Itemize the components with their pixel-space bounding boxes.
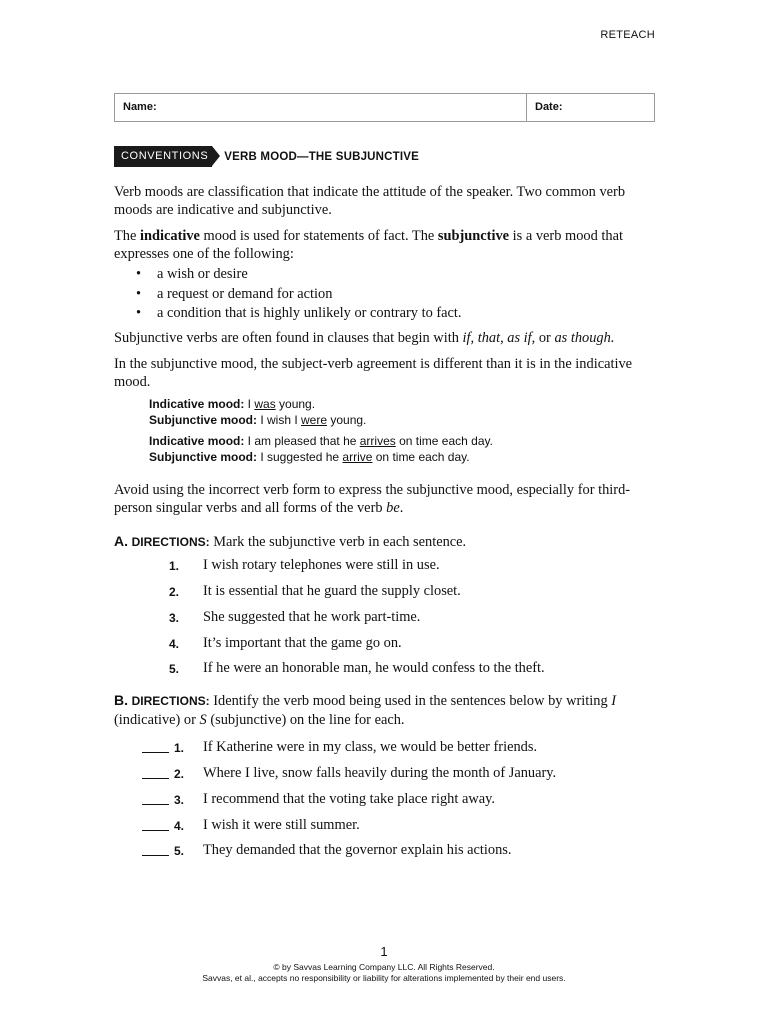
item-number: 2. — [169, 585, 180, 599]
name-label: Name: — [123, 101, 157, 113]
example-text: I wish I — [257, 412, 302, 427]
p3-italic-d: as though. — [554, 330, 615, 346]
example-block-2 — [149, 434, 493, 465]
lesson-header — [114, 146, 419, 167]
example-label: Subjunctive mood: — [149, 412, 257, 427]
avoid-period: . — [399, 500, 404, 516]
item-number: 3. — [174, 793, 185, 807]
avoid-text: Avoid using the incorrect verb form to express the subjunctive mood, especially for third-person singular verbs and all forms of the verb — [114, 482, 631, 516]
section-b-directions — [114, 691, 659, 730]
p2-text-e: is a verb mood that expresses one of the following: — [114, 228, 623, 262]
example-subjunctive-1 — [149, 413, 366, 429]
item-number: 3. — [169, 611, 180, 625]
bullet-text: a request or demand for action — [157, 285, 333, 302]
p3-text-c: or — [535, 330, 555, 346]
reteach-label: RETEACH — [600, 29, 655, 41]
directions-text: (subjunctive) on the line for each. — [206, 712, 405, 728]
bullet-dot: • — [136, 266, 142, 282]
avoid-italic-be: be — [386, 500, 400, 516]
directions-text: Identify the verb mood being used in the sentences below by writing — [209, 693, 612, 709]
example-verb: arrive — [342, 449, 373, 464]
item-number: 1. — [169, 559, 180, 573]
copyright-line: © by Savvas Learning Company LLC. All Rights Reserved. — [273, 962, 495, 972]
footer-copyright — [0, 962, 768, 984]
example-verb: arrives — [359, 434, 396, 448]
item-sentence: I wish it were still summer. — [203, 817, 360, 833]
directions-italic-s: S — [199, 712, 207, 728]
intro-paragraph-4: In the subjunctive mood, the subject-verb agreement is different than it is in the indicative mood. — [114, 356, 633, 390]
item-number: 2. — [174, 767, 185, 781]
example-text: I am pleased that he — [244, 434, 360, 448]
answer-blank[interactable] — [142, 855, 169, 856]
example-indicative-1 — [149, 397, 366, 413]
conventions-tag: CONVENTIONS — [114, 146, 212, 167]
item-sentence: If he were an honorable man, he would confess to the theft. — [203, 660, 545, 676]
p3-italic-b: if, that, as if, — [462, 330, 536, 346]
item-sentence: She suggested that he work part-time. — [203, 609, 421, 625]
example-text: on time each day. — [372, 449, 470, 464]
p2-subjunctive-term: subjunctive — [437, 228, 510, 244]
example-text: young. — [275, 397, 316, 411]
date-label: Date: — [535, 101, 563, 113]
item-sentence: They demanded that the governor explain his actions. — [203, 842, 512, 858]
example-text: young. — [327, 412, 367, 427]
bullet-dot: • — [136, 305, 142, 321]
avoid-paragraph — [114, 481, 659, 517]
name-date-box — [114, 93, 655, 122]
item-number: 5. — [169, 662, 180, 676]
example-verb: was — [254, 397, 276, 411]
example-label: Indicative mood: — [149, 434, 245, 448]
directions-label: DIRECTIONS: — [131, 694, 210, 708]
item-number: 4. — [174, 819, 185, 833]
directions-text: Mark the subjunctive verb in each sentence. — [209, 534, 467, 550]
item-number: 5. — [174, 844, 185, 858]
item-sentence: I recommend that the voting take place right away. — [203, 791, 495, 807]
example-subjunctive-2 — [149, 450, 493, 466]
item-sentence: If Katherine were in my class, we would be better friends. — [203, 739, 538, 755]
example-label: Indicative mood: — [149, 397, 245, 411]
answer-blank[interactable] — [142, 804, 169, 805]
item-sentence: Where I live, snow falls heavily during the month of January. — [203, 765, 557, 781]
bullet-text: a condition that is highly unlikely or contrary to fact. — [157, 305, 462, 321]
example-label: Subjunctive mood: — [149, 449, 257, 464]
item-number: 4. — [169, 637, 180, 651]
example-text: I suggested he — [257, 449, 343, 464]
directions-italic-i: I — [611, 693, 617, 709]
intro-paragraph-1: Verb moods are classification that indicate the attitude of the speaker. Two common verb moods are indicative and subjunctive. — [114, 184, 626, 218]
name-date-divider — [526, 94, 527, 121]
example-block-1 — [149, 397, 366, 428]
answer-blank[interactable] — [142, 752, 169, 753]
answer-blank[interactable] — [142, 778, 169, 779]
section-b-letter: B. — [114, 692, 128, 708]
example-indicative-2 — [149, 434, 493, 450]
item-sentence: I wish rotary telephones were still in use. — [203, 557, 440, 573]
section-a-letter: A. — [114, 533, 128, 549]
example-verb: were — [301, 412, 328, 427]
example-text: on time each day. — [395, 434, 493, 448]
page-number: 1 — [380, 944, 388, 959]
p2-indicative-term: indicative — [139, 228, 200, 244]
p3-text-a: Subjunctive verbs are often found in clauses that begin with — [114, 330, 463, 346]
bullet-dot: • — [136, 285, 142, 302]
answer-blank[interactable] — [142, 830, 169, 831]
directions-text: (indicative) or — [114, 712, 200, 728]
example-text: I — [244, 397, 255, 411]
bullet-text: a wish or desire — [157, 266, 248, 282]
intro-paragraph-2 — [114, 227, 659, 263]
disclaimer-line: Savvas, et al., accepts no responsibility or liability for alterations implemented by their end users. — [202, 973, 566, 983]
item-sentence: It is essential that he guard the supply closet. — [203, 583, 461, 599]
section-a-directions — [114, 532, 659, 552]
directions-label: DIRECTIONS: — [131, 535, 210, 549]
bullet-item — [114, 265, 462, 285]
mood-bullet-list — [114, 265, 462, 324]
lesson-title: VERB MOOD—THE SUBJUNCTIVE — [224, 150, 420, 163]
item-number: 1. — [174, 741, 185, 755]
item-sentence: It’s important that the game go on. — [203, 635, 402, 651]
bullet-item — [114, 285, 462, 305]
p2-text-c: mood is used for statements of fact. The — [199, 228, 438, 244]
p2-text-a: The — [114, 228, 140, 244]
bullet-item — [114, 304, 462, 324]
intro-paragraph-3 — [114, 329, 659, 347]
